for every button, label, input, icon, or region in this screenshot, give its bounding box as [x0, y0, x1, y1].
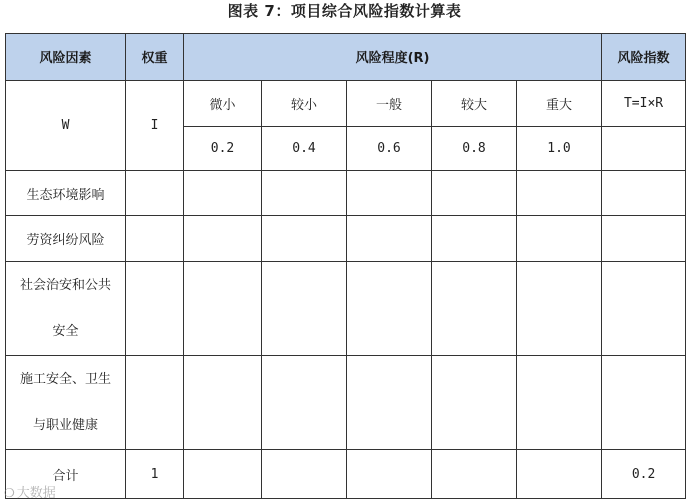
- risk-factor-label: [6, 356, 126, 450]
- total-index: 0.2: [602, 450, 686, 499]
- table-row: [6, 171, 686, 215]
- symbol-i: I: [126, 80, 184, 171]
- header-risk-factor: 风险因素: [6, 34, 126, 81]
- degree-level-row: [6, 80, 686, 127]
- header-row: [6, 34, 686, 81]
- degree-level-4: 较大: [432, 80, 517, 127]
- symbol-w: W: [6, 80, 126, 171]
- total-label: 合计: [6, 450, 126, 499]
- header-risk-index: 风险指数: [602, 34, 686, 81]
- risk-factor-label-line1: 社会治安和公共: [19, 277, 111, 293]
- degree-value-1: 0.2: [184, 127, 262, 171]
- risk-index-table: [5, 33, 686, 499]
- watermark: [4, 482, 56, 501]
- degree-value-2: 0.4: [262, 127, 347, 171]
- index-formula: T=I×R: [602, 80, 686, 127]
- table-row: [6, 356, 686, 450]
- table-row: [6, 215, 686, 262]
- header-weight: 权重: [126, 34, 184, 81]
- degree-level-1: 微小: [184, 80, 262, 127]
- degree-level-5: 重大: [517, 80, 602, 127]
- degree-level-2: 较小: [262, 80, 347, 127]
- total-weight: 1: [126, 450, 184, 499]
- header-risk-degree: 风险程度(R): [184, 34, 602, 81]
- degree-value-3: 0.6: [347, 127, 432, 171]
- degree-level-3: 一般: [347, 80, 432, 127]
- degree-value-5: 1.0: [517, 127, 602, 171]
- degree-value-4: 0.8: [432, 127, 517, 171]
- risk-factor-label: [6, 262, 126, 356]
- formula-empty-cell: [602, 127, 686, 171]
- watermark-text: 大数据: [16, 486, 56, 501]
- table-row: [6, 262, 686, 356]
- risk-factor-label-line1: 施工安全、卫生: [19, 371, 111, 387]
- table-title: 图表 7：项目综合风险指数计算表: [227, 2, 462, 20]
- risk-factor-label-line2: 与职业健康: [32, 417, 98, 433]
- watermark-logo-icon: ❍: [4, 486, 15, 500]
- risk-factor-label: 生态环境影响: [6, 171, 126, 215]
- risk-factor-label-line2: 安全: [52, 323, 79, 339]
- total-row: [6, 450, 686, 499]
- risk-factor-label: 劳资纠纷风险: [6, 215, 126, 262]
